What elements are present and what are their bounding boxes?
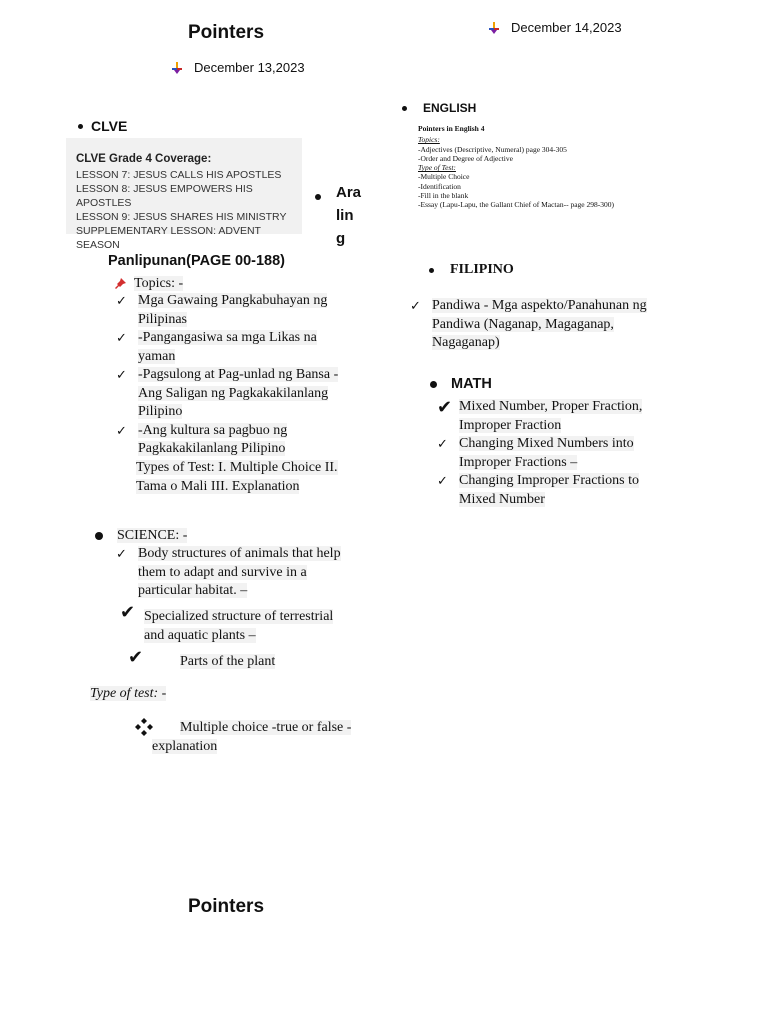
science-line: Specialized structure of terrestrial bbox=[144, 609, 334, 624]
list-item bbox=[116, 329, 356, 366]
topic-line: yaman bbox=[138, 348, 176, 364]
bullet-icon bbox=[78, 124, 83, 129]
science-type-label bbox=[90, 685, 166, 704]
topic-line: Pilipino bbox=[138, 404, 183, 419]
checkmark-icon: ✓ bbox=[116, 422, 127, 438]
clve-lesson: LESSON 9: JESUS SHARES HIS MINISTRY bbox=[76, 211, 287, 223]
araling-topics-list bbox=[116, 292, 356, 459]
type-label-text: Type of test: - bbox=[90, 686, 167, 701]
math-line: Improper Fractions – bbox=[459, 454, 578, 470]
pushpin-icon bbox=[114, 278, 126, 290]
topic-line: Mga Gawaing Pangkabuhayan ng bbox=[138, 293, 328, 308]
topic-line: -Ang kultura sa pagbuo ng bbox=[138, 422, 288, 438]
english-box-title: Pointers in English 4 bbox=[418, 124, 485, 133]
four-diamond-icon bbox=[134, 717, 154, 737]
science-line: Body structures of animals that help bbox=[138, 546, 341, 561]
bullet-icon bbox=[429, 268, 434, 273]
english-type: -Fill in the blank bbox=[418, 191, 469, 201]
checkmark-icon: ✓ bbox=[437, 473, 448, 488]
math-line: Changing Mixed Numbers into bbox=[459, 436, 634, 451]
math-heading bbox=[430, 376, 492, 392]
clve-lesson: LESSON 8: JESUS EMPOWERS HIS APOSTLES bbox=[76, 183, 253, 209]
bullet-icon bbox=[95, 532, 103, 540]
filipino-heading-text: FILIPINO bbox=[450, 262, 514, 277]
math-line: Mixed Number, Proper Fraction, bbox=[459, 399, 643, 414]
date-left-text: December 13,2023 bbox=[194, 60, 305, 75]
page-title: Pointers bbox=[188, 22, 265, 43]
four-color-down-arrow-icon bbox=[172, 62, 182, 74]
science-line: them to adapt and survive in a bbox=[138, 564, 307, 580]
bullet-icon bbox=[430, 381, 437, 388]
checkmark-icon: ✓ bbox=[437, 436, 448, 451]
english-topics-label: Topics: bbox=[418, 135, 440, 145]
araling-heading-part: g bbox=[336, 230, 346, 247]
type-item-line: Multiple choice -true or false - bbox=[180, 720, 352, 735]
clve-box-title: CLVE Grade 4 Coverage: bbox=[76, 153, 212, 165]
english-type-label: Type of Test: bbox=[418, 163, 456, 173]
list-item bbox=[410, 297, 670, 353]
topics-label-row bbox=[114, 275, 183, 294]
list-item bbox=[437, 435, 677, 472]
list-item bbox=[116, 422, 356, 459]
type-item-line: explanation bbox=[152, 738, 218, 754]
math-list bbox=[437, 398, 677, 509]
topic-line: -Pangangasiwa sa mga Likas na bbox=[138, 330, 317, 345]
araling-heading-wrap bbox=[336, 181, 361, 250]
english-type: -Multiple Choice bbox=[418, 172, 470, 182]
filipino-line: Pandiwa (Naganap, Magaganap, bbox=[432, 316, 614, 332]
list-item bbox=[116, 366, 356, 422]
filipino-line: Nagaganap) bbox=[432, 335, 500, 350]
araling-heading-cont: Panlipunan(PAGE 00-188) bbox=[108, 253, 285, 269]
bullet-icon bbox=[315, 187, 323, 195]
test-type-line: Tama o Mali III. Explanation bbox=[136, 478, 300, 494]
filipino-list bbox=[410, 297, 670, 353]
math-heading-text: MATH bbox=[451, 376, 492, 392]
science-list-2 bbox=[120, 603, 380, 645]
list-item bbox=[437, 472, 677, 509]
science-type-list bbox=[134, 717, 351, 756]
list-item bbox=[120, 603, 380, 645]
araling-test-types bbox=[136, 459, 338, 496]
date-right bbox=[489, 20, 622, 35]
science-line: and aquatic plants – bbox=[144, 627, 256, 643]
science-list bbox=[116, 545, 376, 601]
clve-lesson: SUPPLEMENTARY LESSON: ADVENT SEASON bbox=[76, 225, 261, 251]
topic-line: Pagkakakilanlang Pilipino bbox=[138, 441, 286, 456]
checkmark-icon: ✓ bbox=[116, 367, 127, 382]
filipino-line: Pandiwa - Mga aspekto/Panahunan ng bbox=[432, 298, 647, 313]
checkmark-icon: ✓ bbox=[410, 298, 421, 313]
list-item bbox=[116, 545, 376, 601]
science-list-3 bbox=[128, 648, 275, 672]
clve-lesson: LESSON 7: JESUS CALLS HIS APOSTLES bbox=[76, 169, 282, 181]
araling-heading-part: Ara bbox=[336, 184, 362, 201]
english-heading-text: ENGLISH bbox=[423, 101, 477, 115]
filipino-heading bbox=[429, 262, 514, 278]
test-type-line: Types of Test: I. Multiple Choice II. bbox=[136, 460, 338, 475]
checkmark-icon: ✔ bbox=[437, 397, 453, 417]
science-line: Parts of the plant bbox=[180, 654, 276, 669]
topic-line: -Pagsulong at Pag-unlad ng Bansa - bbox=[138, 367, 339, 382]
science-heading-text: SCIENCE: - bbox=[117, 528, 188, 543]
checkmark-icon: ✓ bbox=[116, 293, 127, 308]
checkmark-icon: ✓ bbox=[116, 330, 127, 345]
four-color-down-arrow-icon bbox=[489, 22, 499, 34]
clve-heading bbox=[78, 118, 127, 134]
date-right-text: December 14,2023 bbox=[511, 20, 622, 35]
clve-coverage-box bbox=[66, 138, 302, 251]
topics-label: Topics: - bbox=[134, 276, 184, 291]
english-type: -Essay (Lapu-Lapu, the Gallant Chief of Mactan-- page 298-300) bbox=[418, 200, 614, 210]
topic-line: Pilipinas bbox=[138, 311, 188, 327]
english-pointers-box bbox=[418, 124, 628, 210]
checkmark-icon: ✔ bbox=[120, 602, 136, 622]
checkmark-icon: ✔ bbox=[128, 647, 144, 667]
math-line: Mixed Number bbox=[459, 491, 545, 507]
english-type: -Identification bbox=[418, 181, 461, 191]
topic-line: Ang Saligan ng Pagkakakilanlang bbox=[138, 385, 329, 401]
clve-heading-text: CLVE bbox=[91, 118, 128, 134]
checkmark-icon: ✓ bbox=[116, 546, 127, 561]
english-heading bbox=[402, 101, 476, 115]
math-line: Changing Improper Fractions to bbox=[459, 473, 640, 488]
math-line: Improper Fraction bbox=[459, 417, 562, 433]
science-line: particular habitat. – bbox=[138, 583, 248, 598]
araling-heading-part: lin bbox=[336, 207, 354, 224]
list-item bbox=[116, 292, 356, 329]
bullet-icon bbox=[402, 106, 407, 111]
page-title-bottom: Pointers bbox=[188, 896, 265, 917]
science-heading bbox=[95, 527, 187, 546]
english-topic: -Adjectives (Descriptive, Numeral) page 304-305 bbox=[418, 144, 567, 154]
date-left bbox=[172, 60, 305, 75]
english-topic: -Order and Degree of Adjective bbox=[418, 153, 513, 163]
list-item bbox=[437, 398, 677, 435]
